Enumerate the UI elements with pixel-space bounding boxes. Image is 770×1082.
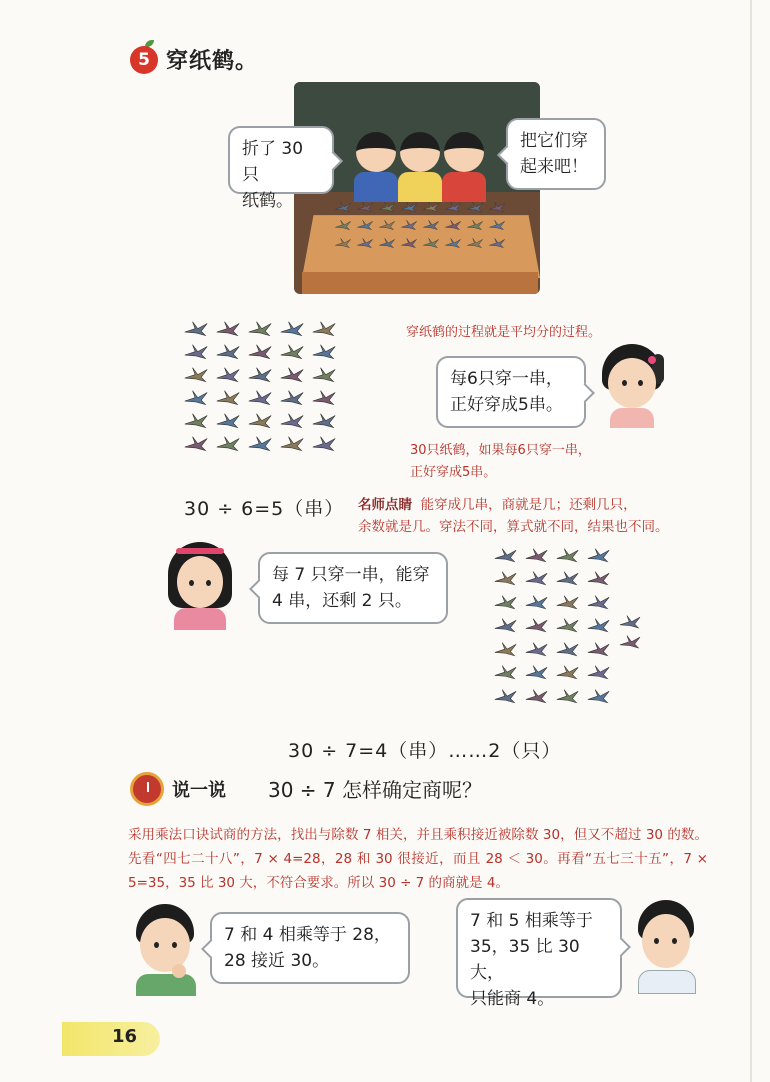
paper-crane-icon — [332, 198, 354, 216]
paper-crane-icon — [308, 341, 340, 364]
paper-crane-icon — [616, 612, 644, 632]
tip-line: 能穿成几串，商就是几；还剩几只， — [420, 497, 637, 513]
paper-crane-icon — [276, 433, 308, 456]
paper-crane-icon — [308, 433, 340, 456]
crane-grid-6-per-string — [180, 318, 340, 456]
paper-crane-icon — [583, 685, 614, 709]
scene-crane-pile — [332, 198, 508, 252]
paper-crane-icon — [276, 410, 308, 433]
paper-crane-icon — [276, 318, 308, 341]
paper-crane-icon — [180, 318, 212, 341]
paper-crane-icon — [521, 685, 552, 709]
paper-crane-icon — [244, 341, 276, 364]
paper-crane-icon — [212, 364, 244, 387]
paper-crane-icon — [521, 615, 552, 639]
bubble-line: 把它们穿 — [520, 131, 588, 151]
paper-crane-icon — [180, 410, 212, 433]
alarm-clock-icon — [130, 772, 164, 806]
paper-crane-icon — [398, 198, 420, 216]
paper-crane-icon — [376, 216, 398, 234]
paper-crane-icon — [180, 387, 212, 410]
remaining-cranes — [616, 612, 644, 652]
boy-figure-left — [356, 132, 398, 202]
girl-figure-middle — [400, 132, 442, 202]
teacher-tip — [358, 494, 718, 538]
paper-crane-icon — [420, 234, 442, 252]
paper-crane-icon — [583, 638, 614, 662]
crane-grid-7-per-string — [490, 544, 614, 709]
bubble-line: 7 和 4 相乘等于 28， — [224, 925, 391, 945]
paper-crane-icon — [583, 662, 614, 686]
note-average-division: 穿纸鹤的过程就是平均分的过程。 — [406, 325, 602, 340]
paper-crane-icon — [442, 234, 464, 252]
paper-crane-icon — [180, 341, 212, 364]
paper-crane-icon — [212, 318, 244, 341]
paper-crane-icon — [552, 544, 583, 568]
tip-label: 名师点睛 — [358, 497, 412, 513]
speech-bubble-7-per-string — [258, 552, 448, 624]
paper-crane-icon — [244, 387, 276, 410]
boy-figure-right — [444, 132, 486, 202]
discuss-question: 30 ÷ 7 怎样确定商呢？ — [268, 778, 483, 802]
paper-crane-icon — [308, 364, 340, 387]
lesson-title: 穿纸鹤。 — [166, 49, 259, 74]
paper-crane-icon — [464, 198, 486, 216]
speech-bubble-7x5 — [456, 898, 622, 1009]
paper-crane-icon — [308, 410, 340, 433]
tip-line: 余数就是几。穿法不同，算式就不同，结果也不同。 — [358, 519, 669, 535]
paper-crane-icon — [486, 198, 508, 216]
paper-crane-icon — [276, 341, 308, 364]
paper-crane-icon — [490, 544, 521, 568]
paper-crane-icon — [490, 615, 521, 639]
paper-crane-icon — [354, 198, 376, 216]
paper-crane-icon — [521, 591, 552, 615]
paper-crane-icon — [583, 568, 614, 592]
paper-crane-icon — [486, 216, 508, 234]
paper-crane-icon — [398, 216, 420, 234]
lesson-number: 5 — [138, 50, 150, 70]
paper-crane-icon — [521, 662, 552, 686]
paper-crane-icon — [276, 387, 308, 410]
speech-bubble-6-per-string — [436, 356, 586, 428]
boy-standing — [634, 900, 698, 992]
paper-crane-icon — [521, 638, 552, 662]
speech-bubble-7x4 — [210, 912, 410, 984]
paper-crane-icon — [442, 198, 464, 216]
paper-crane-icon — [244, 318, 276, 341]
caption-6-per-string — [410, 440, 591, 484]
bubble-line: 28 接近 30。 — [224, 951, 330, 971]
boy-thinking — [132, 904, 200, 996]
paper-crane-icon — [308, 387, 340, 410]
page-number-tab — [62, 1022, 160, 1056]
caption-line: 正好穿成5串。 — [410, 465, 497, 480]
paper-crane-icon — [552, 568, 583, 592]
page-number: 16 — [112, 1026, 138, 1047]
speech-bubble-thread — [506, 118, 606, 190]
bubble-line: 每6只穿一串， — [450, 369, 563, 389]
bubble-line: 4 串，还剩 2 只。 — [272, 591, 412, 611]
paper-crane-icon — [521, 544, 552, 568]
paper-crane-icon — [332, 216, 354, 234]
paper-crane-icon — [354, 234, 376, 252]
equation-30-div-7: 30 ÷ 7=4（串）……2（只） — [288, 740, 562, 762]
paper-crane-icon — [420, 198, 442, 216]
paper-crane-icon — [583, 544, 614, 568]
table-edge — [302, 272, 538, 294]
paper-crane-icon — [244, 433, 276, 456]
paper-crane-icon — [464, 216, 486, 234]
paper-crane-icon — [552, 662, 583, 686]
bubble-line: 折了 30 只 — [242, 139, 304, 185]
explanation-paragraph: 采用乘法口诀试商的方法，找出与除数 7 相关，并且乘积接近被除数 30，但又不超过 30 的数。先看“四七二十八”，7 × 4=28，28 和 30 很接近，而且 28 ＜ 30。再看“五七三十五”，7 × 5=35，35 比 30 大，不符合要求。所以 30 ÷ 7 的商就是 4。 — [128, 827, 708, 891]
paper-crane-icon — [616, 632, 644, 652]
paper-crane-icon — [244, 410, 276, 433]
paper-crane-icon — [354, 216, 376, 234]
paper-crane-icon — [490, 638, 521, 662]
paper-crane-icon — [583, 615, 614, 639]
bubble-line: 每 7 只穿一串，能穿 — [272, 565, 430, 585]
caption-line: 30只纸鹤，如果每6只穿一串， — [410, 443, 591, 458]
paper-crane-icon — [420, 216, 442, 234]
paper-crane-icon — [212, 410, 244, 433]
bubble-line: 正好穿成5串。 — [450, 395, 563, 415]
girl-with-pigtails — [598, 344, 666, 428]
paper-crane-icon — [490, 568, 521, 592]
paper-crane-icon — [490, 685, 521, 709]
paper-crane-icon — [376, 234, 398, 252]
speech-bubble-folded — [228, 126, 334, 211]
paper-crane-icon — [583, 591, 614, 615]
paper-crane-icon — [376, 198, 398, 216]
bubble-line: 起来吧！ — [520, 157, 588, 177]
apple-icon — [130, 46, 158, 74]
paper-crane-icon — [244, 364, 276, 387]
paper-crane-icon — [552, 685, 583, 709]
paper-crane-icon — [464, 234, 486, 252]
paper-crane-icon — [552, 638, 583, 662]
bubble-line: 只能商 4。 — [470, 989, 555, 1009]
paper-crane-icon — [521, 568, 552, 592]
paper-crane-icon — [486, 234, 508, 252]
paper-crane-icon — [212, 387, 244, 410]
paper-crane-icon — [332, 234, 354, 252]
bubble-line: 纸鹤。 — [242, 191, 293, 211]
paper-crane-icon — [552, 591, 583, 615]
paper-crane-icon — [398, 234, 420, 252]
book-spine — [750, 0, 752, 1082]
paper-crane-icon — [490, 591, 521, 615]
equation-30-div-6: 30 ÷ 6=5（串） — [184, 498, 345, 520]
bubble-line: 7 和 5 相乘等于 — [470, 911, 593, 931]
bubble-line: 35，35 比 30 大， — [470, 937, 580, 983]
paper-crane-icon — [552, 615, 583, 639]
discuss-label: 说一说 — [172, 780, 226, 801]
girl-with-headband — [168, 540, 232, 630]
paper-crane-icon — [212, 433, 244, 456]
paper-crane-icon — [308, 318, 340, 341]
paper-crane-icon — [442, 216, 464, 234]
paper-crane-icon — [180, 364, 212, 387]
paper-crane-icon — [490, 662, 521, 686]
paper-crane-icon — [212, 341, 244, 364]
paper-crane-icon — [180, 433, 212, 456]
paper-crane-icon — [276, 364, 308, 387]
